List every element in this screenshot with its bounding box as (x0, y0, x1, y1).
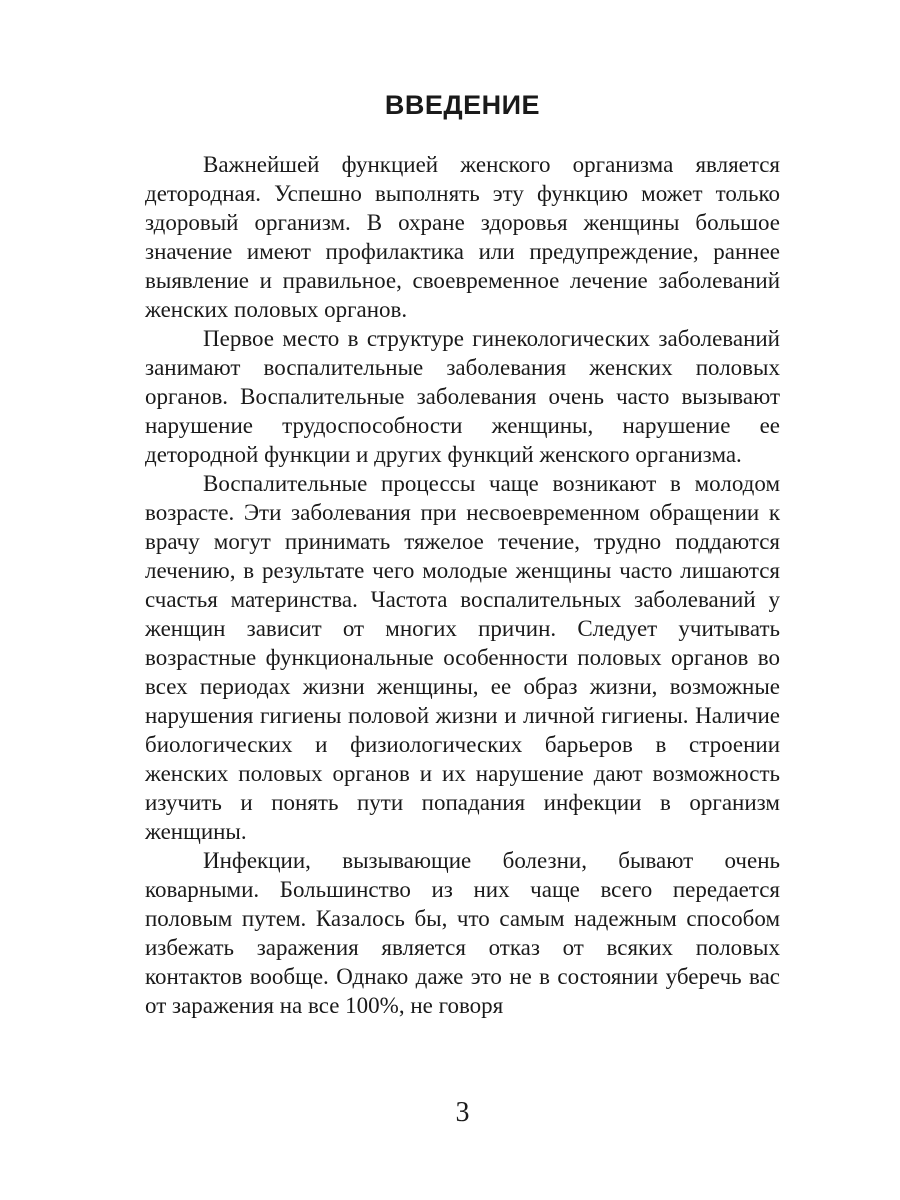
paragraph: Воспалительные процессы чаще возникают в молодом возрасте. Эти заболевания при несвоевременном обращении к врачу могут принимать тяжелое течение, трудно поддаются лечению, в результате чего молодые женщины часто лишаются счастья материнства. Частота воспалительных заболеваний у женщин зависит от многих причин. Следует учитывать возрастные функциональные особенности половых органов во всех периодах жизни женщины, ее образ жизни, возможные нарушения гигиены половой жизни и личной гигиены. Наличие биологических и физиологических барьеров в строении женских половых органов и их нарушение дают возможность изучить и понять пути попадания инфекции в организм женщины. (145, 471, 780, 844)
page-title: ВВЕДЕНИЕ (384, 90, 541, 120)
body-text (145, 150, 780, 1020)
paragraph: Первое место в структуре гинекологических заболеваний занимают воспалительные заболевания женских половых органов. Воспалительные заболевания очень часто вызывают нарушение трудоспособности женщины, нарушение ее детородной функции и других функций женского организма. (145, 326, 780, 467)
page-number: 3 (455, 1097, 470, 1128)
paragraph: Инфекции, вызывающие болезни, бывают очень коварными. Большинство из них чаще всего передается половым путем. Казалось бы, что самым надежным способом избежать заражения является отказ от всяких половых контактов вообще. Однако даже это не в состоянии уберечь вас от заражения на все 100%, не говоря (145, 848, 780, 1018)
paragraph: Важнейшей функцией женского организма является детородная. Успешно выполнять эту функцию может только здоровый организм. В охране здоровья женщины большое значение имеют профилактика или предупреждение, раннее выявление и правильное, своевременное лечение заболеваний женских половых органов. (145, 152, 780, 322)
